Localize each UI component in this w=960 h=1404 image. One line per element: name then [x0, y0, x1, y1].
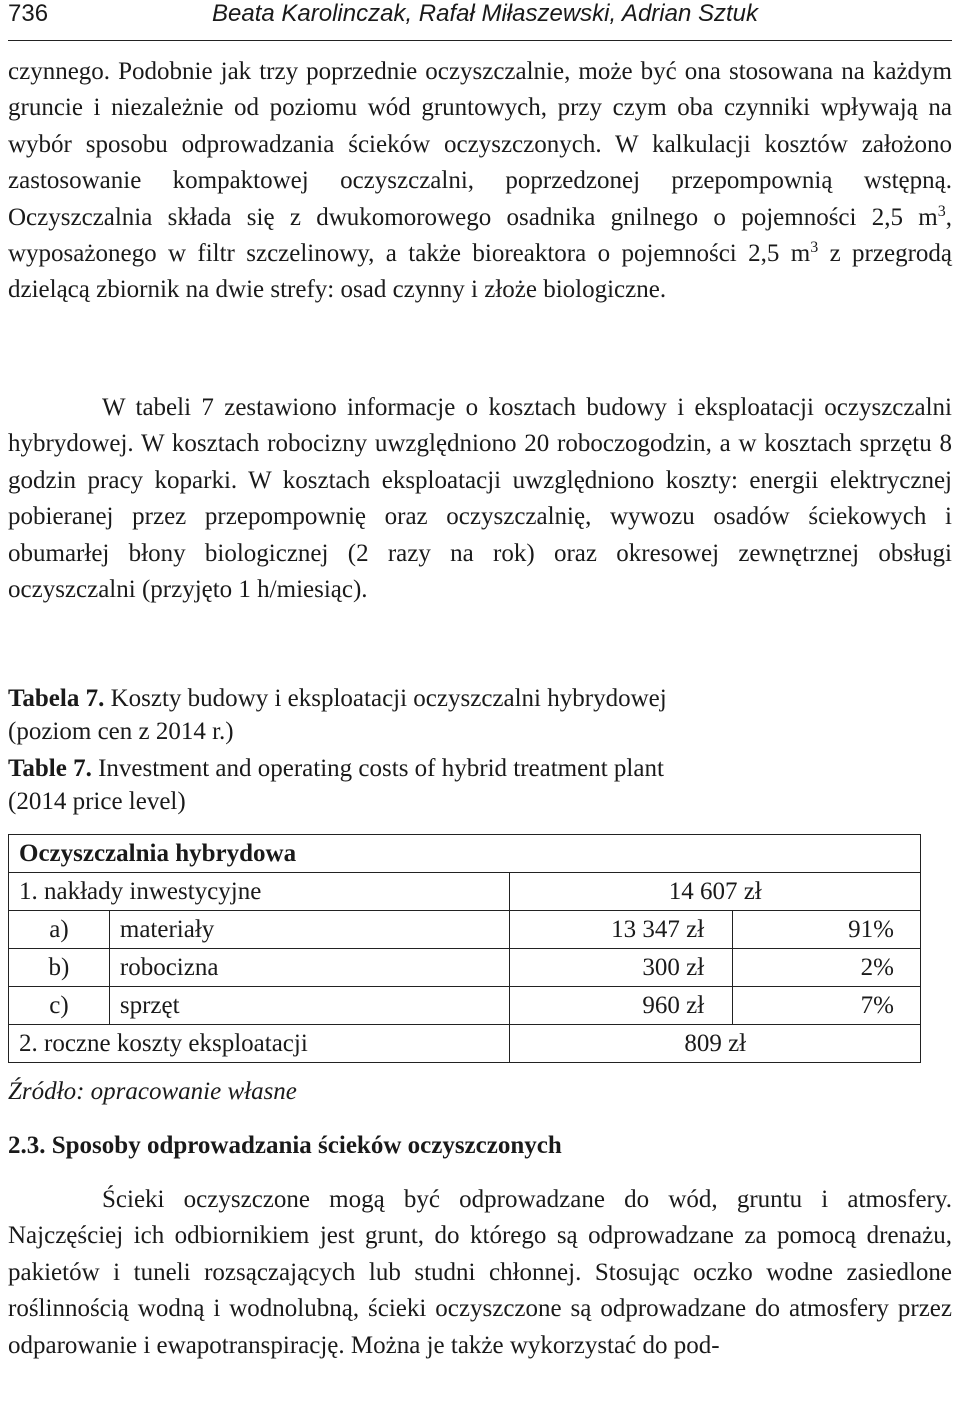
page-number: 736 [8, 0, 49, 27]
row-percent: 7% [733, 987, 921, 1025]
body-paragraph-1 [8, 54, 952, 309]
section-heading: 2.3. Sposoby odprowadzania ścieków oczyszczonych [8, 1132, 562, 1159]
table-caption-english [8, 752, 952, 818]
paragraph-1-text-c: z przegrodą dzielącą zbiornik na dwie strefy: osad czynny i złoże biologiczne. [8, 240, 952, 304]
paragraph-1-text-b: , wyposażonego w filtr szczelinowy, a także bioreaktora o pojemności 2,5 m [8, 203, 952, 268]
row-percent: 91% [733, 911, 921, 949]
operating-label: 2. roczne koszty eksploatacji [9, 1025, 510, 1063]
caption-subtitle: (poziom cen z 2014 r.) [8, 718, 234, 745]
row-name: sprzęt [109, 987, 510, 1025]
row-letter: c) [9, 987, 110, 1025]
investment-total: 14 607 zł [510, 873, 921, 911]
caption-label: Tabela 7. [8, 685, 105, 712]
table-row [9, 873, 921, 911]
body-paragraph-2 [8, 390, 952, 608]
row-letter: a) [9, 911, 110, 949]
table-row [9, 949, 921, 987]
table-source-note: Źródło: opracowanie własne [8, 1078, 297, 1105]
paragraph-3-text: Ścieki oczyszczone mogą być odprowadzane do wód, gruntu i atmosfery. Najczęściej ich odbiornikiem jest grunt, do którego są odprowadzane za pomocą drenażu, pakietów i tuneli rozsączających lub studni chłonnej. Stosując oczko wodne zasiedlone roślinnością wodną i wodnolubną, ścieki oczyszczone są odprowadzane do atmosfery przez odparowanie i ewapotranspirację. Można je także wykorzystać do pod- [8, 1186, 952, 1359]
paragraph-1-text-a: czynnego. Podobnie jak trzy poprzednie oczyszczalnie, może być ona stosowana na każdym gruncie i niezależnie od poziomu wód gruntowych, przy czym oba czynniki wpływają na wybór sposobu odprowadzania ścieków oczyszczonych. W kalkulacji kosztów założono zastosowanie kompaktowej oczyszczalni, poprzedzonej przepompownią wstępną. Oczyszczalnia składa się z dwukomorowego osadnika gnilnego o pojemności 2,5 m [8, 58, 952, 231]
table-caption-polish [8, 682, 952, 748]
superscript-cubic: 3 [810, 239, 819, 257]
table-header-row [9, 835, 921, 873]
table-header: Oczyszczalnia hybrydowa [9, 835, 921, 873]
table-row [9, 987, 921, 1025]
table-row [9, 1025, 921, 1063]
caption-label: Table 7. [8, 755, 92, 782]
row-value: 13 347 zł [510, 911, 733, 949]
caption-subtitle: (2014 price level) [8, 788, 186, 815]
page-header [8, 0, 952, 41]
row-value: 300 zł [510, 949, 733, 987]
operating-total: 809 zł [510, 1025, 921, 1063]
table-row [9, 911, 921, 949]
body-paragraph-3 [8, 1182, 952, 1364]
paragraph-2-text: W tabeli 7 zestawiono informacje o kosztach budowy i eksploatacji oczyszczalni hybrydowej. W kosztach robocizny uwzględniono 20 roboczogodzin, a w kosztach sprzętu 8 godzin pracy koparki. W kosztach eksploatacji uwzględniono koszty: energii elektrycznej pobieranej przez przepompownię oraz oczyszczalnię, wywozu osadów ściekowych i obumarłej błony biologicznej (2 razy na rok) oraz okresowej zewnętrznej obsługi oczyszczalni (przyjęto 1 h/miesiąc). [8, 394, 952, 604]
investment-label: 1. nakłady inwestycyjne [9, 873, 510, 911]
row-letter: b) [9, 949, 110, 987]
cost-table [8, 834, 921, 1063]
row-value: 960 zł [510, 987, 733, 1025]
row-percent: 2% [733, 949, 921, 987]
superscript-cubic: 3 [937, 202, 946, 220]
row-name: materiały [109, 911, 510, 949]
caption-title: Koszty budowy i eksploatacji oczyszczalni hybrydowej [110, 685, 667, 712]
running-head-authors: Beata Karolinczak, Rafał Miłaszewski, Adrian Sztuk [212, 0, 758, 27]
row-name: robocizna [109, 949, 510, 987]
caption-title: Investment and operating costs of hybrid treatment plant [98, 755, 664, 782]
